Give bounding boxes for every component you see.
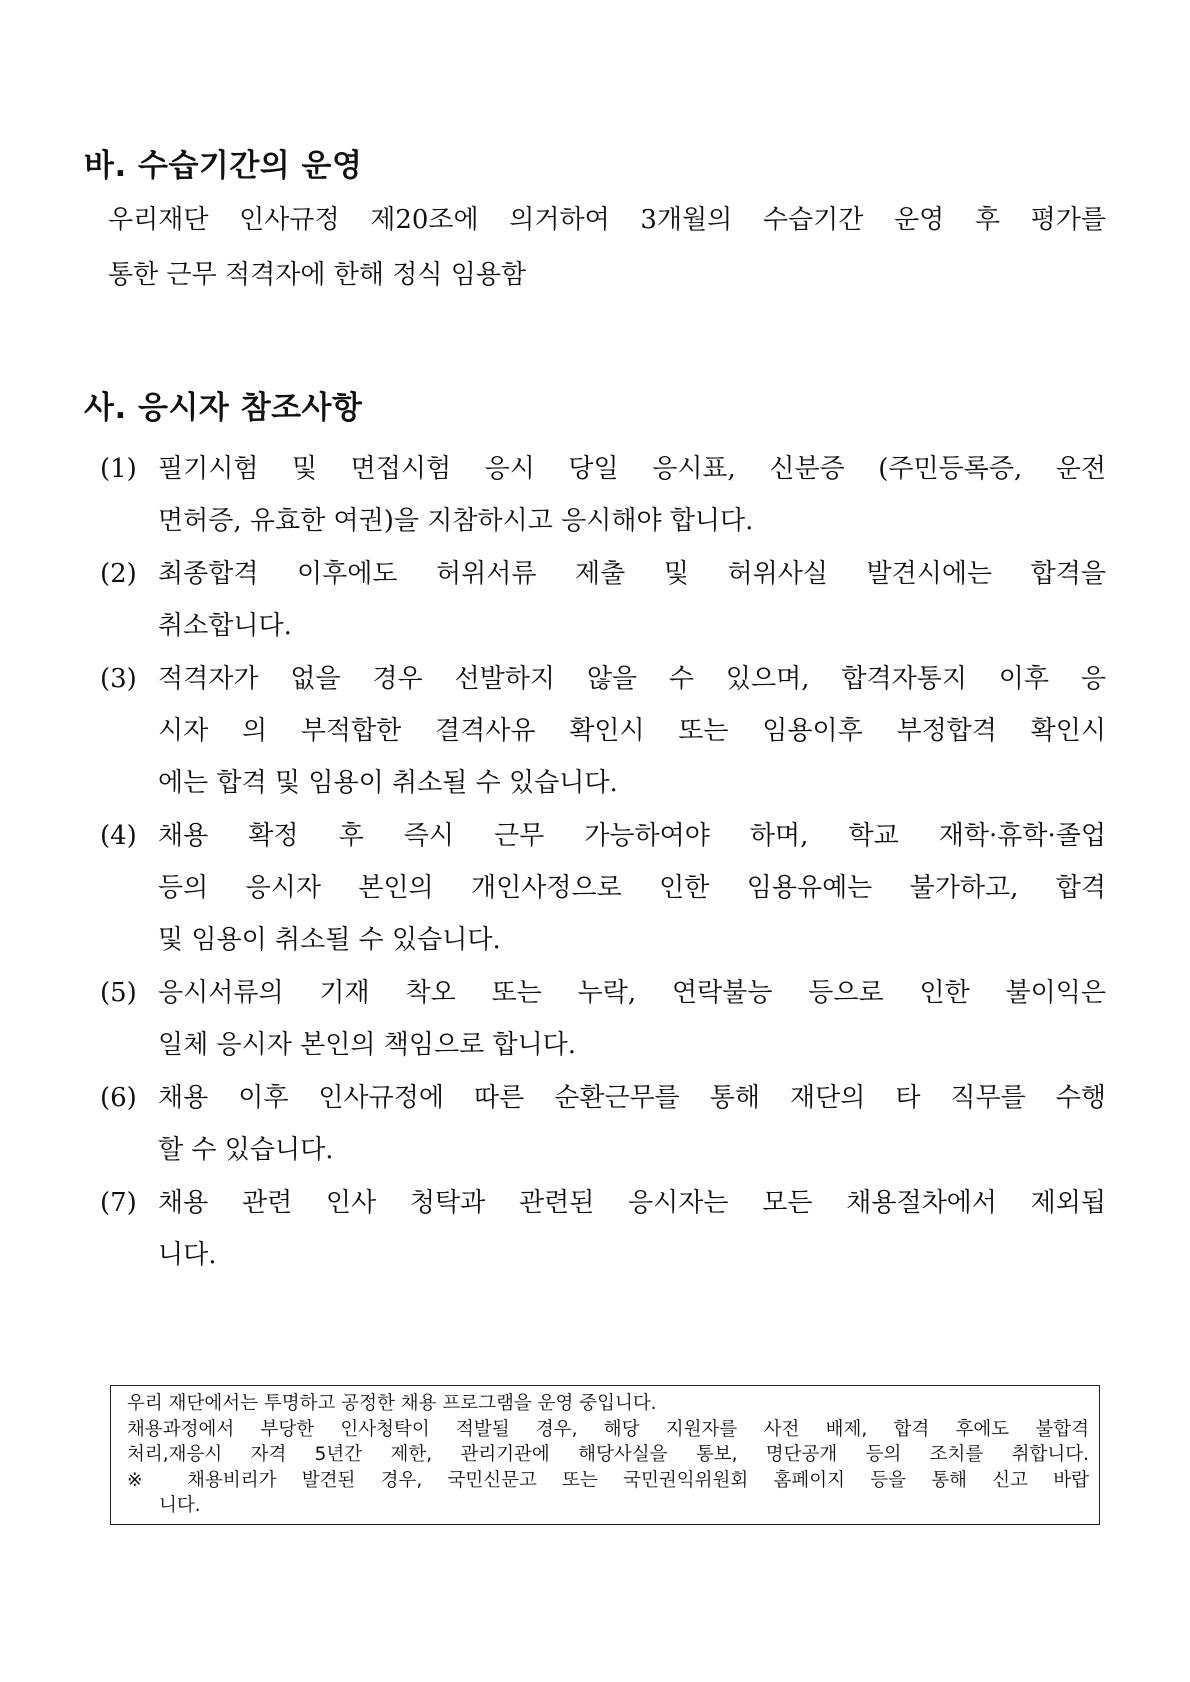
section-ba-body (108, 193, 1106, 303)
list-item-number: (6) (100, 1083, 137, 1113)
list-item-line: 응시서류의 기재 착오 또는 누락, 연락불능 등으로 인한 불이익은 (158, 978, 1106, 1008)
section-ba-heading: 바. 수습기간의 운영 (84, 148, 363, 184)
list-item-line: 채용 이후 인사규정에 따른 순환근무를 통해 재단의 타 직무를 수행 (158, 1083, 1106, 1113)
notice-line: 우리 재단에서는 투명하고 공정한 채용 프로그램을 운영 중입니다. (127, 1393, 657, 1414)
list-item-number: (5) (100, 978, 137, 1008)
list-item-line: 에는 합격 및 임용이 취소될 수 있습니다. (158, 768, 618, 798)
list-item-line: 일체 응시자 본인의 책임으로 합니다. (158, 1030, 577, 1060)
list-item-line: 채용 확정 후 즉시 근무 가능하여야 하며, 학교 재학·휴학·졸업 (158, 821, 1106, 851)
list-item-line: 최종합격 이후에도 허위서류 제출 및 허위사실 발견시에는 합격을 (158, 559, 1106, 589)
notice-line: 니다. (159, 1495, 201, 1516)
list-item-number: (3) (100, 664, 137, 694)
list-item-line: 니다. (158, 1240, 217, 1270)
notice-line: 처리,재응시 자격 5년간 제한, 관리기관에 해당사실을 통보, 명단공개 등의 조치를 취합니다. (127, 1444, 1089, 1465)
list-item-number: (7) (100, 1188, 137, 1218)
list-item-number: (4) (100, 821, 137, 851)
section-ba-line: 통한 근무 적격자에 한해 정식 임용함 (108, 260, 527, 290)
list-item-number: (2) (100, 559, 137, 589)
list-item-line: 취소합니다. (158, 611, 292, 641)
list-item-line: 필기시험 및 면접시험 응시 당일 응시표, 신분증 (주민등록증, 운전 (158, 454, 1106, 484)
list-item-number: (1) (100, 454, 137, 484)
list-item-line: 시자 의 부적합한 결격사유 확인시 또는 임용이후 부정합격 확인시 (158, 716, 1106, 746)
list-item-line: 할 수 있습니다. (158, 1135, 334, 1165)
list-item-line: 등의 응시자 본인의 개인사정으로 인한 임용유예는 불가하고, 합격 (158, 873, 1106, 903)
list-item-line: 면허증, 유효한 여권)을 지참하시고 응시해야 합니다. (158, 506, 754, 536)
section-ba-line: 우리재단 인사규정 제20조에 의거하여 3개월의 수습기간 운영 후 평가를 (108, 205, 1106, 235)
notice-line: ※ 채용비리가 발견된 경우, 국민신문고 또는 국민권익위원회 홈페이지 등을 통해 신고 바랍 (127, 1469, 1089, 1491)
list-item-line: 및 임용이 취소될 수 있습니다. (158, 925, 501, 955)
section-sa-heading: 사. 응시자 참조사항 (84, 390, 363, 426)
list-item-line: 채용 관련 인사 청탁과 관련된 응시자는 모든 채용절차에서 제외됩 (158, 1188, 1106, 1218)
list-item-line: 적격자가 없을 경우 선발하지 않을 수 있으며, 합격자통지 이후 응 (158, 664, 1106, 694)
notice-line: 채용과정에서 부당한 인사청탁이 적발될 경우, 해당 지원자를 사전 배제, 합격 후에도 불합격 (127, 1418, 1089, 1440)
notice-box (110, 1385, 1100, 1525)
